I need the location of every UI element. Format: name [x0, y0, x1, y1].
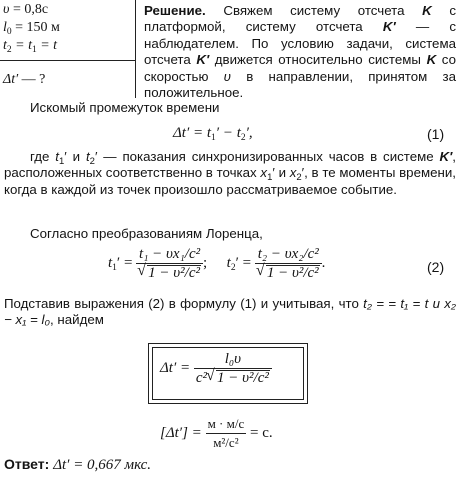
solution-paragraph	[144, 3, 456, 101]
clocks-paragraph	[4, 149, 456, 198]
eq2-t1-sub: 1	[112, 262, 117, 273]
eq2-t1: t	[108, 254, 113, 271]
eq2-t1-prime: ′ =	[116, 254, 133, 271]
eq2-frac2-numerator: t₂ − υx₂/c²	[255, 246, 322, 264]
p3-t1: t	[55, 149, 59, 164]
units-lhs: [Δt′] =	[160, 424, 202, 441]
units-equation	[160, 416, 273, 451]
p3-t1-prime: ′	[64, 149, 67, 164]
p3-t2-prime: ′	[94, 149, 98, 164]
solution-heading: Решение.	[144, 3, 206, 18]
answer-label: Ответ:	[4, 456, 50, 472]
boxed-lhs: Δt′ =	[160, 359, 191, 376]
p3-text-b: и	[72, 149, 81, 164]
p3-x2-prime: ′	[301, 165, 305, 181]
solution-text-1: Свяжем систему отсчета	[223, 3, 405, 18]
p5-text-c: , найдем	[50, 312, 104, 328]
given-block	[0, 0, 135, 100]
boxed-numerator: l₀υ	[194, 351, 272, 369]
length-subscript: 0	[6, 27, 12, 37]
t-value: = t	[40, 38, 58, 53]
answer-value: Δt′ = 0,667 мкс.	[53, 457, 151, 473]
given-find	[3, 72, 45, 88]
p3-x2-sub: 2	[296, 172, 302, 184]
units-numerator: м · м/с	[206, 416, 247, 434]
p3-t2-sub: 2	[89, 156, 95, 167]
solution-text-3: — с наблюдателем. По условию задачи, система отсчета	[144, 19, 456, 68]
frame-k: K	[422, 3, 432, 18]
frame-k-2: K	[426, 52, 437, 68]
boxed-den-radicand: 1 − υ²/c²	[217, 370, 269, 386]
p5-formula: t₂ = = t₁ = t и x₂ − x₁ = l₀	[4, 296, 456, 328]
frame-k-prime: K′	[382, 19, 396, 35]
lorentz-intro	[30, 226, 360, 242]
eq1-sub2: 2	[240, 133, 246, 143]
eq2-separator: ;	[203, 254, 208, 271]
units-rhs: = с.	[249, 424, 273, 441]
velocity-symbol: υ	[3, 2, 10, 17]
eq2-t2-prime: ′ =	[235, 254, 252, 271]
velocity-value: = 0,8c	[12, 2, 49, 17]
given-length	[3, 20, 60, 36]
p3-x1-prime: ′	[272, 165, 275, 181]
solution-text-5: со скоростью	[144, 52, 456, 84]
given-times	[3, 38, 57, 54]
eq2-t2: t	[226, 254, 231, 271]
p3-text-a: где	[30, 149, 50, 164]
eq2-frac1-numerator: t₁ − υx₁/c²	[136, 246, 203, 264]
given-vertical-divider	[135, 0, 136, 98]
boxed-equation	[160, 351, 272, 386]
equation-2-number: (2)	[427, 259, 445, 275]
eq1-sub1: 1	[211, 133, 216, 143]
eq1-end: ′,	[245, 125, 253, 141]
p3-text-d: , расположенных соответственно в точках	[4, 149, 456, 181]
t1-subscript: 1	[31, 45, 37, 55]
equation-1-number: (1)	[427, 126, 445, 142]
find-symbol: Δt′	[3, 72, 19, 87]
p3-x1: x	[260, 165, 268, 181]
find-question: — ?	[21, 72, 46, 87]
eq2-end: .	[321, 254, 326, 271]
eq1-mid: ′ − t	[215, 125, 241, 141]
interval-intro	[30, 100, 330, 116]
p3-t1-sub: 1	[58, 156, 65, 167]
p3-x2: x	[289, 165, 297, 181]
t2-subscript: 2	[6, 45, 12, 55]
eq2-frac1-denominator: 1 − υ²/c²	[148, 265, 200, 281]
eq2-fraction-1	[136, 246, 203, 281]
eq2-fraction-2	[255, 246, 322, 281]
solution-text-2: с платформой, систему отсчета	[144, 3, 456, 35]
velocity-symbol-inline: υ	[223, 68, 231, 84]
units-fraction	[206, 416, 247, 451]
boxed-fraction	[194, 351, 272, 386]
units-denominator: м²/с²	[213, 435, 239, 450]
p3-text-e: и	[278, 165, 286, 181]
eq2-t2-sub: 2	[230, 262, 236, 273]
solution-text-4: движется относительно системы	[214, 52, 421, 68]
p3-text-f: , в те моменты времени, когда в каждой из точек произошло рассматриваемое событие.	[4, 165, 456, 197]
t2-symbol: t	[3, 38, 7, 53]
equation-2	[108, 246, 325, 281]
frame-k-prime-2: K′	[196, 52, 210, 68]
p5-text-a: Подставив выражения (2) в формулу (1) и учитывая, что	[4, 296, 359, 311]
length-symbol: l	[3, 20, 7, 35]
answer-line	[4, 456, 304, 473]
p3-t2: t	[85, 149, 90, 164]
given-velocity	[3, 2, 48, 18]
boxed-den-prefix: c²	[195, 370, 208, 386]
solution-text-6: в направлении, принятом за положительное.	[144, 68, 456, 101]
lorentz-intro-text: Согласно преобразованиям Лоренца,	[30, 226, 263, 241]
p3-frame: K′	[439, 149, 453, 164]
length-value: = 150 м	[15, 20, 60, 35]
eq2-frac2-denominator: 1 − υ²/c²	[266, 265, 319, 281]
interval-intro-text: Искомый промежуток времени	[30, 100, 220, 115]
t1-symbol: = t	[15, 38, 32, 53]
p3-x1-sub: 1	[267, 172, 273, 184]
p3-text-c: — показания синхронизированных часов в системе	[103, 149, 434, 164]
given-divider	[0, 60, 135, 61]
equation-1	[173, 125, 253, 142]
eq1-lhs: Δt′ = t	[173, 125, 212, 141]
substitution-paragraph	[4, 296, 456, 329]
